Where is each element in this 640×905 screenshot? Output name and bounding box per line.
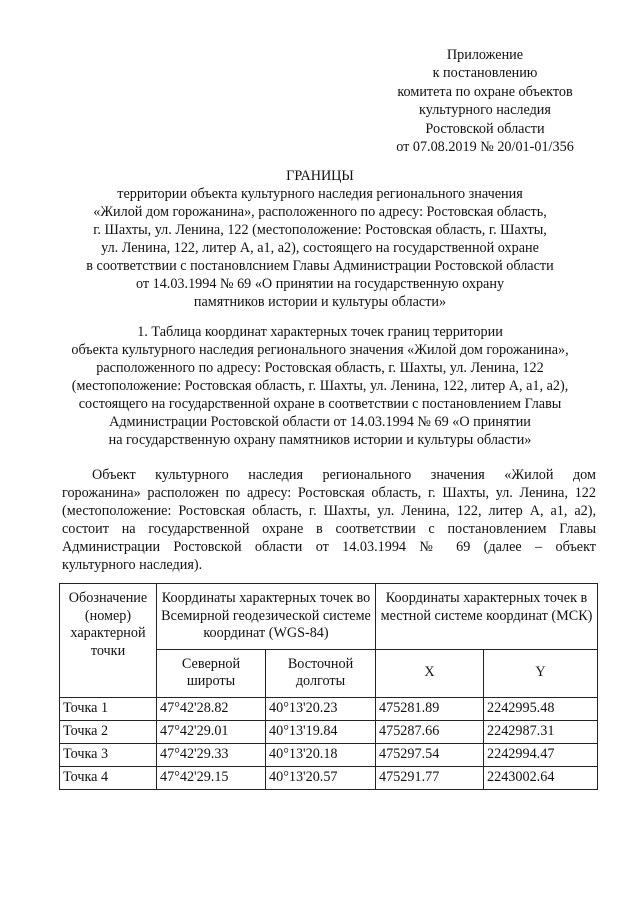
section-line: расположенного по адресу: Ростовская область, г. Шахты, ул. Ленина, 122 — [96, 360, 544, 376]
cell-x: 475291.77 — [376, 766, 484, 789]
object-description — [62, 466, 596, 574]
table-row — [60, 697, 598, 720]
cell-x: 475297.54 — [376, 743, 484, 766]
table-row — [60, 766, 598, 789]
paragraph-line: состоит на государственной охране в соответствии с постановлением Главы — [62, 521, 596, 537]
paragraph-line: Объект культурного наследия регионального значения «Жилой дом — [92, 467, 596, 483]
cell-lat: 47°42'29.15 — [157, 766, 266, 789]
header-wgs: Координаты характерных точек во Всемирной геодезической системе координат (WGS-84) — [157, 584, 376, 650]
cell-lon: 40°13'20.23 — [266, 697, 376, 720]
document-heading — [50, 167, 590, 311]
cell-y: 2243002.64 — [484, 766, 598, 789]
section-line: Администрации Ростовской области от 14.03.1994 № 69 «О принятии — [109, 414, 531, 430]
section-line: (местоположение: Ростовская область, г. Шахты, ул. Ленина, 122, литер А, а1, а2), — [71, 378, 569, 394]
cell-lat: 47°42'29.01 — [157, 720, 266, 743]
section-line: состоящего на государственной охране в соответствии с постановлением Главы — [78, 396, 562, 412]
cell-y: 2242987.31 — [484, 720, 598, 743]
heading-line: ул. Ленина, 122, литер А, а1, а2), состоящего на государственной охране — [101, 240, 539, 256]
appendix-line: комитета по охране объектов — [397, 83, 573, 100]
section-line: на государственную охрану памятников истории и культуры области» — [108, 432, 532, 448]
appendix-line: к постановлению — [432, 65, 538, 82]
paragraph-line: горожанина» расположен по адресу: Ростовская область, г. Шахты, ул. Ленина, 122 — [62, 485, 596, 501]
cell-lon: 40°13'19.84 — [266, 720, 376, 743]
cell-point: Точка 4 — [60, 766, 157, 789]
cell-lat: 47°42'28.82 — [157, 697, 266, 720]
header-point: Обозначение (номер) характерной точки — [60, 584, 157, 698]
cell-lon: 40°13'20.18 — [266, 743, 376, 766]
header-lat: Северной широты — [157, 649, 266, 697]
appendix-line: Приложение — [446, 47, 524, 63]
header-y: Y — [484, 649, 598, 697]
heading-title: ГРАНИЦЫ — [286, 168, 354, 184]
cell-x: 475287.66 — [376, 720, 484, 743]
appendix-line: культурного наследия — [419, 102, 551, 119]
heading-line: «Жилой дом горожанина», расположенного по адресу: Ростовская область, — [93, 204, 547, 220]
paragraph-line: культурного наследия). — [62, 557, 203, 573]
header-x: X — [376, 649, 484, 697]
heading-line: памятников истории и культуры области» — [193, 294, 447, 310]
heading-line: территории объекта культурного наследия регионального значения — [117, 186, 523, 202]
cell-point: Точка 2 — [60, 720, 157, 743]
cell-y: 2242994.47 — [484, 743, 598, 766]
paragraph-line: (местоположение: Ростовская область, г. Шахты, ул. Ленина, 122, литер А, а1, а2), — [62, 503, 596, 519]
section-line: 1. Таблица координат характерных точек границ территории — [137, 324, 503, 340]
coordinates-table — [59, 583, 598, 790]
heading-line: г. Шахты, ул. Ленина, 122 (местоположение: Ростовская область, г. Шахты, — [93, 222, 547, 238]
cell-lon: 40°13'20.57 — [266, 766, 376, 789]
heading-line: в соответствии с постановлснием Главы Администрации Ростовской области — [86, 258, 554, 274]
section-1-title — [50, 323, 590, 449]
cell-lat: 47°42'29.33 — [157, 743, 266, 766]
table-header-row — [60, 584, 598, 650]
paragraph-line: Администрации Ростовской области от 14.03.1994 № 69 (далее – объект — [62, 539, 596, 555]
table-row — [60, 720, 598, 743]
section-line: объекта культурного наследия регионального значения «Жилой дом горожанина», — [71, 342, 569, 358]
header-msk: Координаты характерных точек в местной системе координат (МСК) — [376, 584, 598, 650]
cell-point: Точка 1 — [60, 697, 157, 720]
appendix-line: Ростовской области — [425, 120, 545, 137]
cell-x: 475281.89 — [376, 697, 484, 720]
appendix-block — [380, 46, 590, 156]
cell-y: 2242995.48 — [484, 697, 598, 720]
cell-point: Точка 3 — [60, 743, 157, 766]
table-row — [60, 743, 598, 766]
appendix-line: от 07.08.2019 № 20/01-01/356 — [396, 139, 574, 156]
heading-line: от 14.03.1994 № 69 «О принятии на государственную охрану — [135, 276, 505, 292]
header-lon: Восточной долготы — [266, 649, 376, 697]
